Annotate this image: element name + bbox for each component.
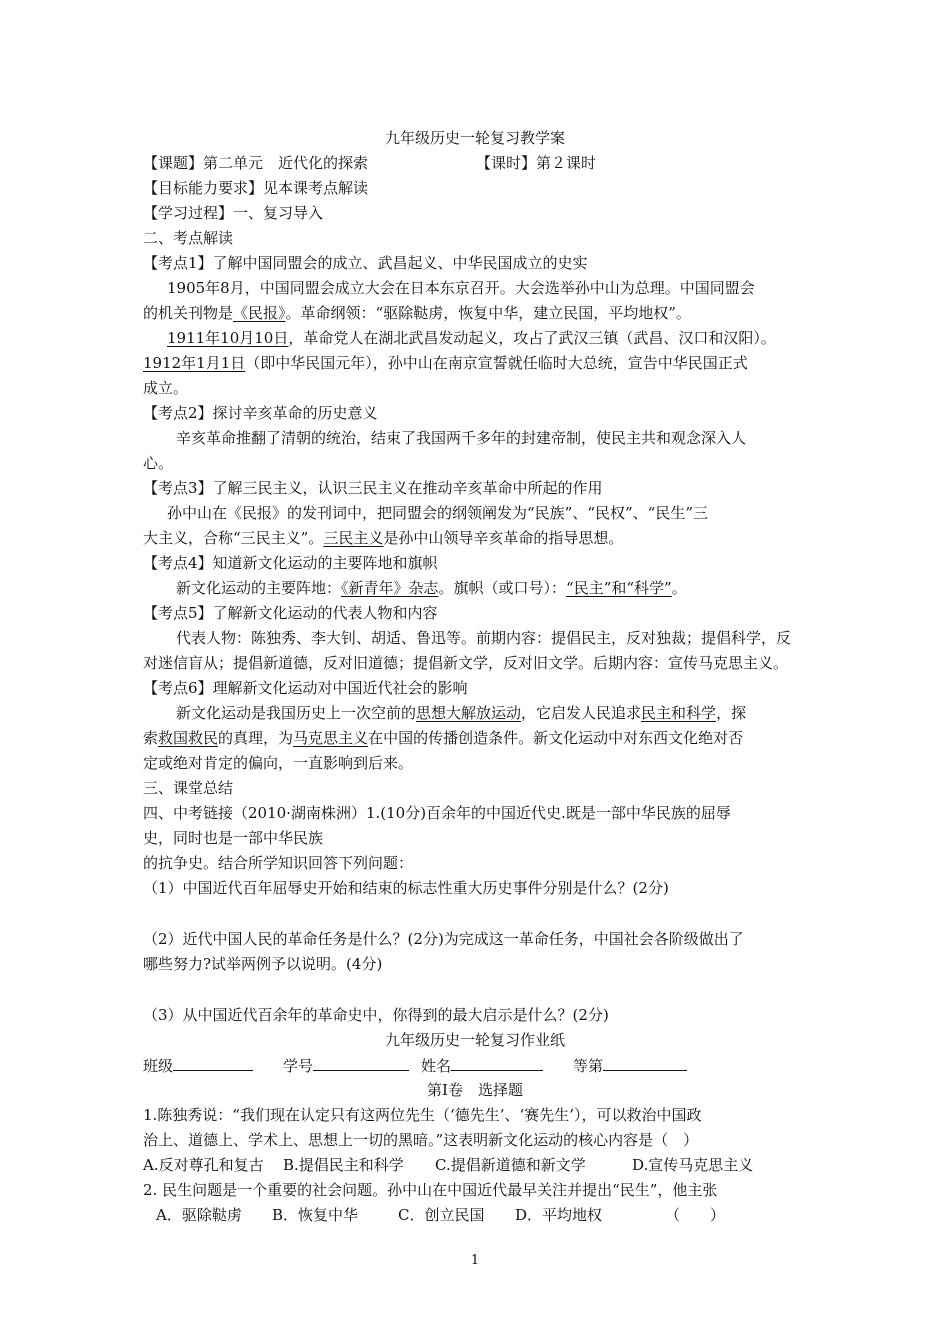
option-row xyxy=(143,1154,753,1176)
grade-field[interactable] xyxy=(603,1054,687,1071)
kp3-line: 大主义，合称“三民主义”。三民主义是孙中山领导辛亥革命的指导思想。 xyxy=(143,529,624,547)
document-title: 九年级历史一轮复习教学案 xyxy=(384,129,565,147)
kp1-title: 【考点1】了解中国同盟会的成立、武昌起义、中华民国成立的史实 xyxy=(143,254,588,272)
question-text: （2）近代中国人民的革命任务是什么？(2分)为完成这一革命任务，中国社会各阶级做出了 xyxy=(143,930,744,948)
kp1-line: 的机关刊物是《民报》。革命纲领：“驱除鞑虏，恢复中华，建立民国，平均地权”。 xyxy=(143,304,691,322)
kp3-title: 【考点3】了解三民主义，认识三民主义在推动辛亥革命中所起的作用 xyxy=(143,479,603,497)
name-label: 姓名 xyxy=(421,1057,452,1075)
homework-title: 九年级历史一轮复习作业纸 xyxy=(384,1031,565,1049)
section-heading: 二、考点解读 xyxy=(143,229,234,247)
question-text: 哪些努力?试举两例予以说明。(4分) xyxy=(143,955,383,973)
kp5-line: 代表人物：陈独秀、李大钊、胡适、鲁迅等。前期内容：提倡民主，反对独裁；提倡科学，反 xyxy=(176,629,792,647)
student-info-row xyxy=(143,1054,687,1077)
class-field[interactable] xyxy=(173,1054,253,1071)
class-label: 班级 xyxy=(143,1057,174,1075)
kp1-line: 1905年8月，中国同盟会成立大会在日本东京召开。大会选举孙中山为总理。中国同盟会 xyxy=(167,279,755,297)
goal-line: 【目标能力要求】见本课考点解读 xyxy=(143,179,369,197)
option[interactable]: A．驱除鞑虏 xyxy=(156,1206,242,1224)
option[interactable]: B.提倡民主和科学 xyxy=(283,1156,404,1174)
exam-link-line: 史，同时也是一部中华民族 xyxy=(143,829,324,847)
kp2-title: 【考点2】探讨辛亥革命的历史意义 xyxy=(143,404,378,422)
kp5-line: 对迷信盲从；提倡新道德，反对旧道德；提倡新文学，反对旧文学。后期内容：宣传马克思主义。 xyxy=(143,654,789,672)
kp3-line: 孙中山在《民报》的发刊词中，把同盟会的纲领阐发为“民族”、“民权”、“民生”三 xyxy=(167,504,709,522)
answer-bracket[interactable]: （ ） xyxy=(665,1206,726,1224)
id-label: 学号 xyxy=(283,1057,314,1075)
exam-link-line: 的抗争史。结合所学知识回答下列问题： xyxy=(143,854,414,872)
option[interactable]: C．创立民国 xyxy=(398,1206,485,1224)
kp1-line: 1912年1月1日（即中华民国元年），孙中山在南京宣誓就任临时大总统，宣告中华民国正式 xyxy=(143,354,748,372)
kp5-title: 【考点5】了解新文化运动的代表人物和内容 xyxy=(143,604,438,622)
option[interactable]: C.提倡新道德和新文学 xyxy=(435,1156,586,1174)
choice-question: 治上、道德上、学术上、思想上一切的黑暗。”这表明新文化运动的核心内容是（ ） xyxy=(143,1131,699,1149)
choice-question: 2. 民生问题是一个重要的社会问题。孙中山在中国近代最早关注并提出“民生”，他主张 xyxy=(143,1181,718,1199)
kp2-line: 心。 xyxy=(143,454,174,472)
kp6-line: 新文化运动是我国历史上一次空前的思想大解放运动，它启发人民追求民主和科学，探 xyxy=(176,704,747,722)
question-text: （3）从中国近代百余年的革命史中，你得到的最大启示是什么？(2分) xyxy=(143,1006,609,1024)
kp4-title: 【考点4】知道新文化运动的主要阵地和旗帜 xyxy=(143,554,438,572)
process-line: 【学习过程】一、复习导入 xyxy=(143,204,324,222)
kp2-line: 辛亥革命推翻了清朝的统治，结束了我国两千多年的封建帝制，使民主共和观念深入人 xyxy=(176,429,747,447)
option[interactable]: D.宣传马克思主义 xyxy=(632,1156,754,1174)
page-number: 1 xyxy=(470,1253,480,1268)
section-heading: 三、课堂总结 xyxy=(143,779,234,797)
kp6-title: 【考点6】理解新文化运动对中国近代社会的影响 xyxy=(143,679,468,697)
exam-link-line: 四、中考链接（2010·湖南株洲）1.(10分)百余年的中国近代史.既是一部中华民族的屈辱 xyxy=(143,804,731,822)
name-field[interactable] xyxy=(451,1054,543,1071)
option-row xyxy=(156,1204,725,1226)
kp1-line: 成立。 xyxy=(143,379,189,397)
kp4-line: 新文化运动的主要阵地：《新青年》杂志。旗帜（或口号）：“民主”和“科学”。 xyxy=(176,579,687,597)
period-label: 【课时】第２课时 xyxy=(476,154,597,172)
option[interactable]: B．恢复中华 xyxy=(272,1206,359,1224)
kp6-line: 定或绝对肯定的偏向，一直影响到后来。 xyxy=(143,754,414,772)
id-field[interactable] xyxy=(313,1054,409,1071)
kp1-line: 1911年10月10日，革命党人在湖北武昌发动起义，攻占了武汉三镇（武昌、汉口和汉阳）。 xyxy=(167,329,776,347)
option[interactable]: D．平均地权 xyxy=(515,1206,603,1224)
question-text: （1）中国近代百年屈辱史开始和结束的标志性重大历史事件分别是什么？(2分) xyxy=(143,879,669,897)
grade-label: 等第 xyxy=(573,1057,604,1075)
part-title: 第Ⅰ卷 选择题 xyxy=(427,1081,523,1099)
course-label: 【课题】第二单元 近代化的探索 xyxy=(143,154,369,172)
choice-question: 1.陈独秀说：“我们现在认定只有这两位先生（‘德先生’、‘赛先生’），可以救治中国政 xyxy=(143,1106,702,1124)
option[interactable]: A.反对尊孔和复古 xyxy=(143,1156,264,1174)
kp6-line: 索救国救民的真理，为马克思主义在中国的传播创造条件。新文化运动中对东西文化绝对否 xyxy=(143,729,744,747)
